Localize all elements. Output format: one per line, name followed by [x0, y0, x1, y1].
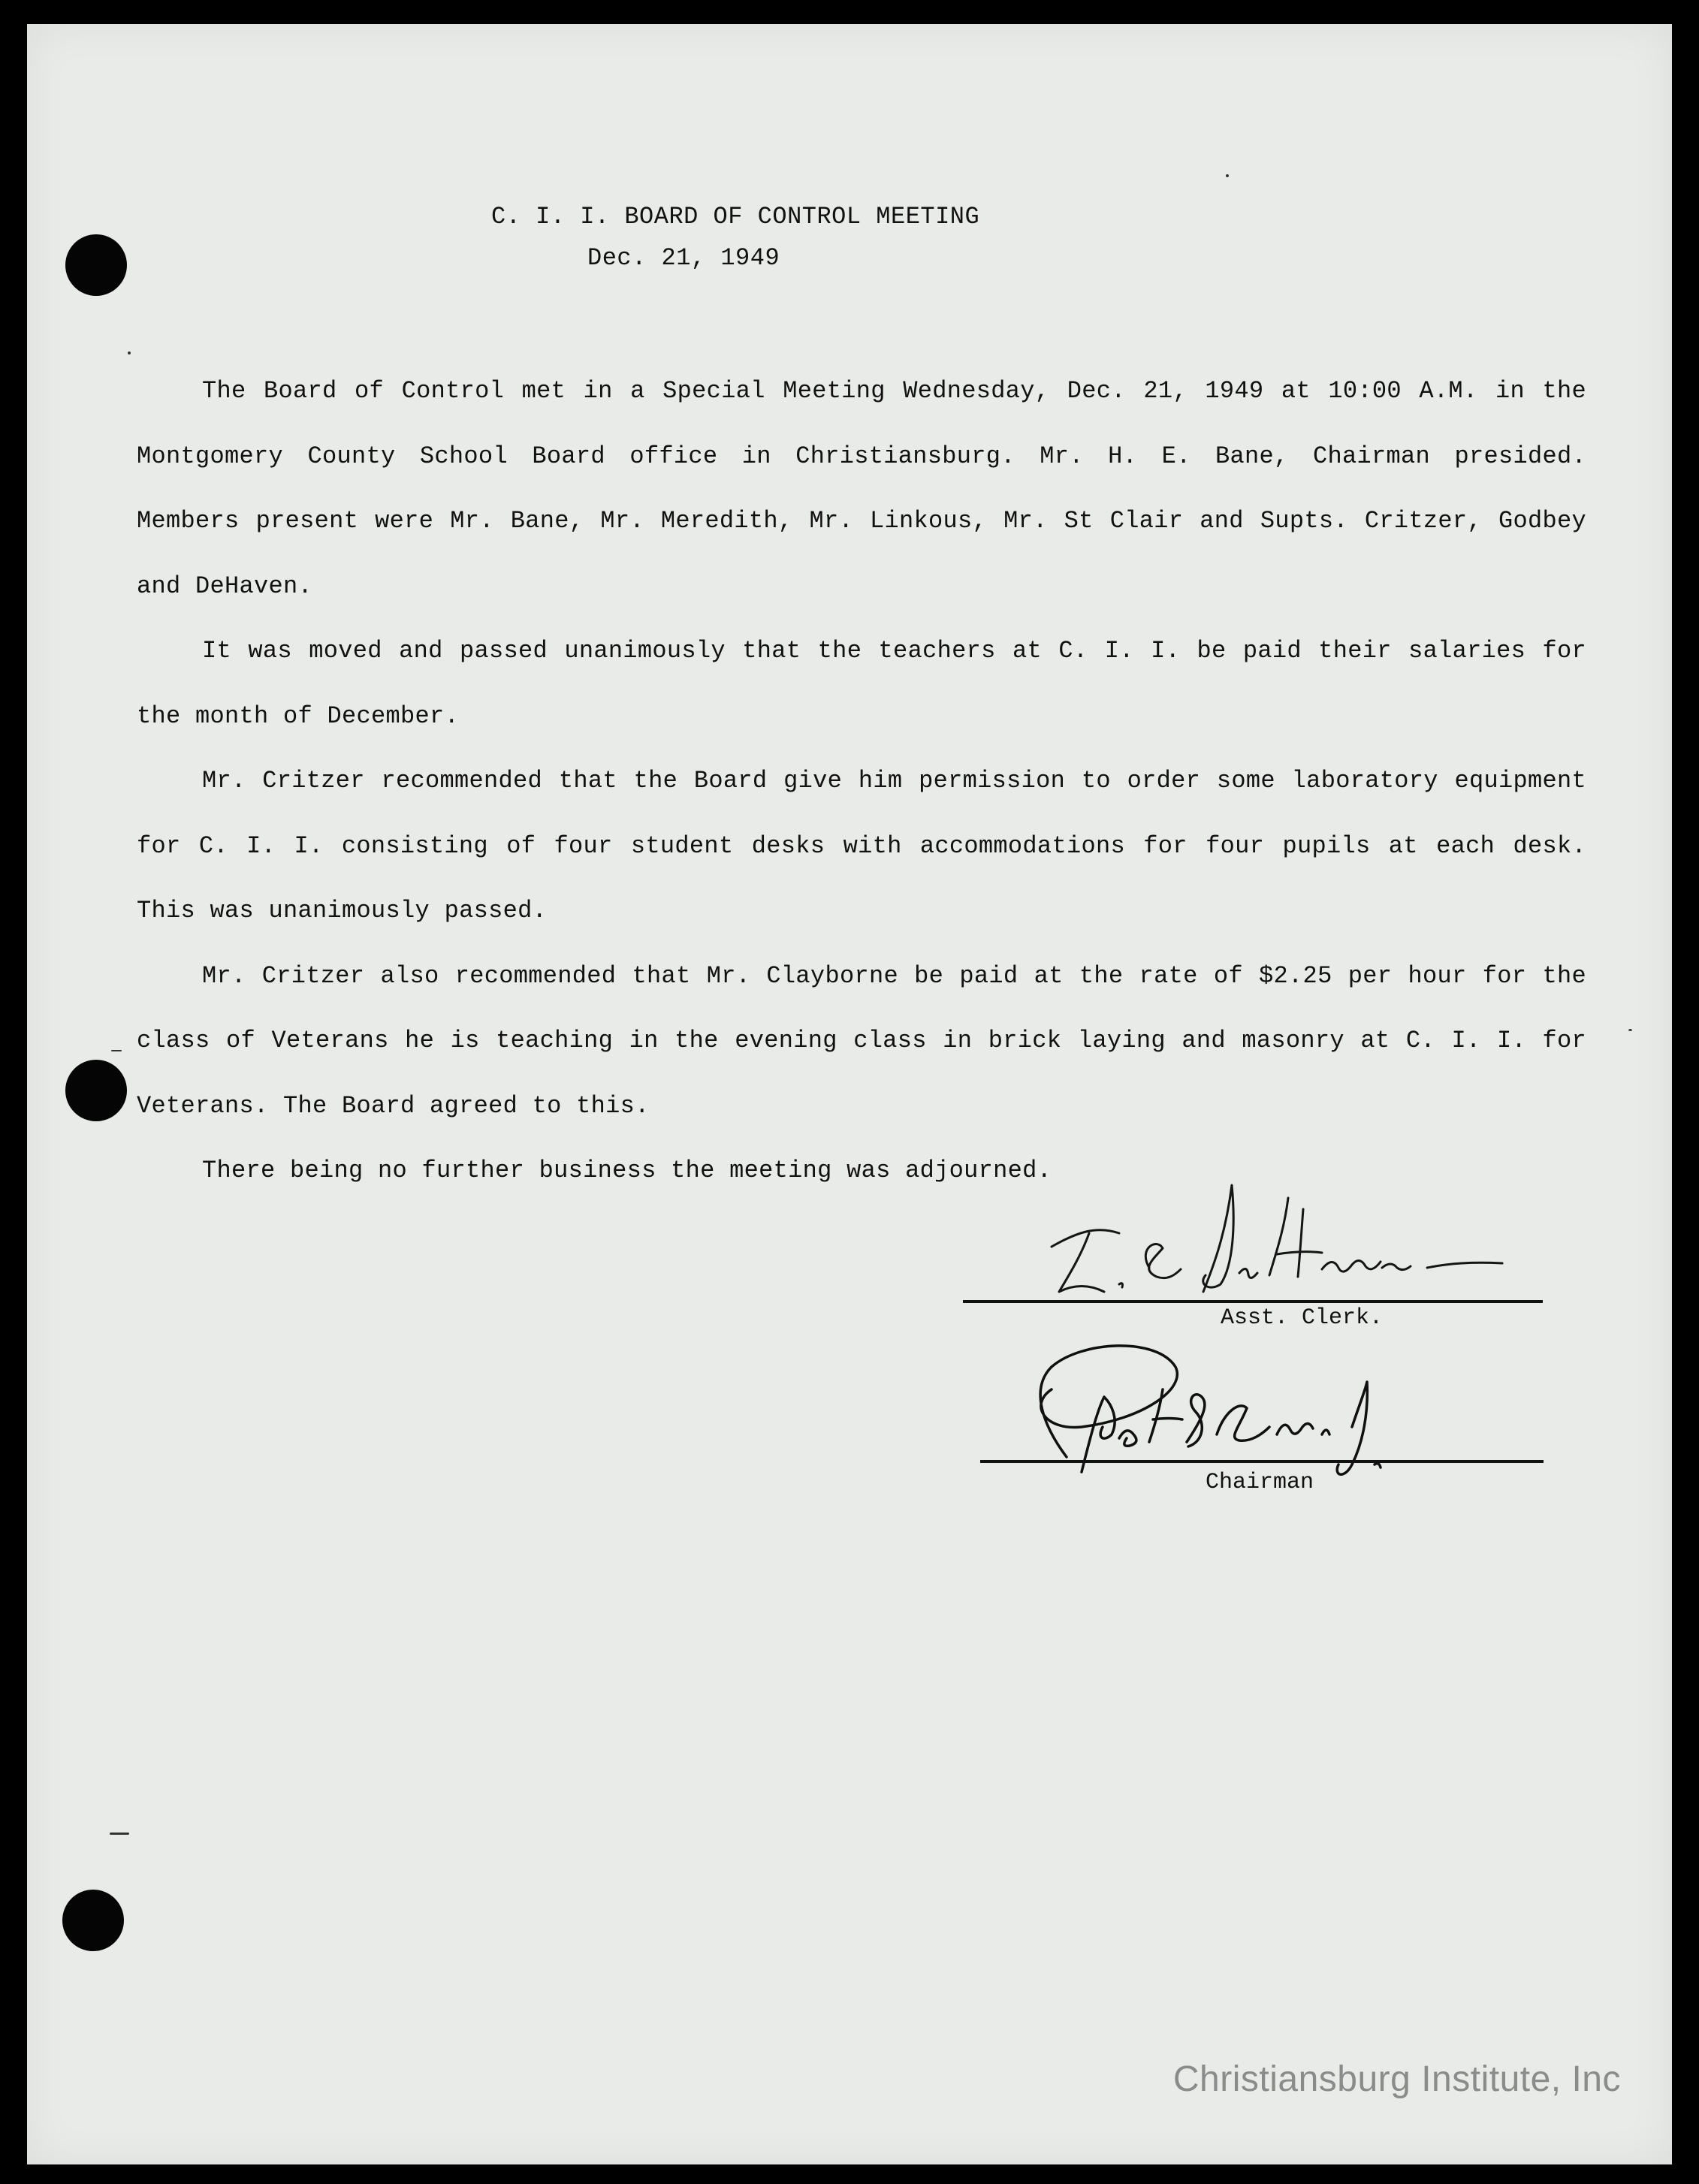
paragraph-teacher-salaries: It was moved and passed unanimously that the teachers at C. I. I. be paid their salaries for the month of December.	[137, 637, 1586, 730]
binder-hole-top	[65, 234, 127, 296]
chairman-signature-line	[980, 1460, 1544, 1463]
minutes-body	[137, 359, 1586, 1204]
binder-hole-bottom	[62, 1890, 124, 1951]
paper-speck	[1628, 1029, 1632, 1031]
paper-speck	[111, 1050, 122, 1051]
paragraph-adjournment: There being no further business the meeting was adjourned.	[202, 1157, 1052, 1184]
paragraph-lab-equipment: Mr. Critzer recommended that the Board give him permission to order some laboratory equipment for C. I. I. consisting of four student desks with accommodations for four pupils at each desk. This was unanimously passed.	[137, 767, 1586, 925]
paragraph-meeting-info: The Board of Control met in a Special Meeting Wednesday, Dec. 21, 1949 at 10:00 A.M. in the Montgomery County School Board office in Christiansburg. Mr. H. E. Bane, Chairman presided. Members present were Mr. Bane, Mr. Meredith, Mr. Linkous, Mr. St Clair and Supts. Critzer, Godbey and DeHaven.	[137, 377, 1586, 600]
paper-speck	[1226, 174, 1229, 177]
chairman-label: Chairman	[1206, 1470, 1314, 1495]
clerk-signature	[1006, 1179, 1547, 1307]
clerk-label: Asst. Clerk.	[1221, 1305, 1384, 1331]
paper-speck	[110, 1833, 129, 1835]
paper-speck	[128, 351, 131, 354]
paragraph-veterans-class: Mr. Critzer also recommended that Mr. Clayborne be paid at the rate of $2.25 per hour for the class of Veterans he is teaching in the evening class in brick laying and masonry at C. I. I. for Veterans. The Board agreed to this.	[137, 961, 1586, 1120]
document-date: Dec. 21, 1949	[587, 244, 780, 272]
binder-hole-middle	[65, 1060, 127, 1121]
document-title: C. I. I. BOARD OF CONTROL MEETING	[491, 203, 980, 231]
clerk-signature-line	[963, 1300, 1543, 1303]
archive-watermark: Christiansburg Institute, Inc	[1172, 2059, 1621, 2099]
